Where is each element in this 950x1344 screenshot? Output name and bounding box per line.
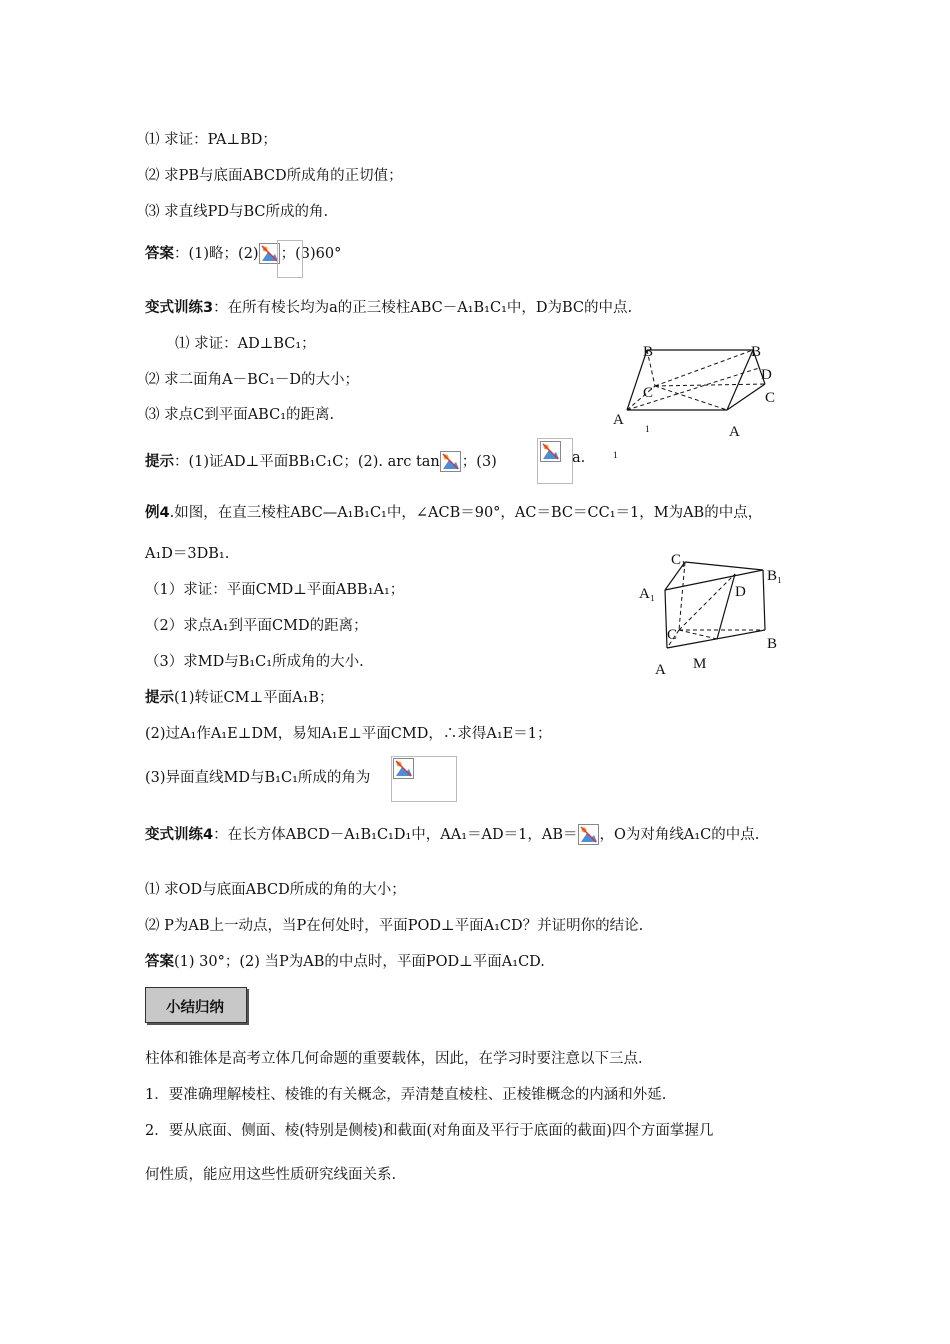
fig1-label-a1: A	[613, 412, 624, 428]
answer-text-b: ；(3)60°	[280, 246, 342, 262]
question-line-2: ⑵ 求PB与底面ABCD所成角的正切值；	[145, 168, 403, 184]
variant-4-label: 变式训练4	[145, 827, 214, 843]
fig2-label-b: B	[767, 636, 778, 652]
image-frame-2	[537, 438, 573, 484]
summary-heading-box	[145, 987, 247, 1023]
prism-figure-1	[605, 338, 795, 460]
hint-3-text-a: ：(1)证AD⊥平面BB₁C₁C；(2). arc tan	[174, 454, 440, 470]
image-frame	[277, 240, 303, 278]
broken-image-icon	[393, 758, 415, 780]
example-4	[145, 501, 762, 522]
hint-3-label: 提示	[145, 454, 174, 470]
answer-4	[145, 950, 545, 971]
hint-3	[145, 450, 497, 473]
summary-line-4: 何性质，能应用这些性质研究线面关系.	[145, 1167, 397, 1183]
broken-image-icon	[440, 451, 462, 473]
image-frame-3	[391, 756, 457, 802]
summary-line-1: 柱体和锥体是高考立体几何命题的重要载体，因此，在学习时要注意以下三点.	[145, 1051, 643, 1067]
hint-4-line-1: (2)过A₁作A₁E⊥DM，易知A₁E⊥平面CMD，∴求得A₁E＝1；	[145, 726, 552, 742]
fig2-label-d: D	[735, 584, 746, 600]
fig2-label-a: A	[655, 662, 666, 678]
example-4-label: 例4	[145, 505, 170, 521]
variant-4-text-b: ，O为对角线A₁C的中点.	[599, 827, 760, 843]
fig2-label-c: C	[667, 627, 678, 643]
variant-3	[145, 296, 632, 317]
fig1-label-b1: B	[643, 344, 654, 360]
fig1-label-sub2: 1	[613, 450, 618, 460]
example-4-text: .如图，在直三棱柱ABC—A₁B₁C₁中，∠ACB＝90°，AC＝BC＝CC₁＝1，M为AB的中点，	[169, 505, 763, 521]
example-4-line-2: （2）求点A₁到平面CMD的距离；	[145, 618, 368, 634]
prism-figure-2	[635, 548, 795, 678]
question-line-3: ⑶ 求直线PD与BC所成的角.	[145, 204, 329, 220]
fig1-label-b2: B	[751, 344, 762, 360]
variant-3-line-3: ⑶ 求点C到平面ABC₁的距离.	[145, 407, 335, 423]
hint-3-text-c: a.	[572, 450, 586, 466]
answer-4-text: (1) 30°；(2) 当P为AB的中点时，平面POD⊥平面A₁CD.	[174, 954, 545, 970]
fig1-label-c2: C	[765, 390, 776, 406]
variant-4-text-a: ：在长方体ABCD－A₁B₁C₁D₁中，AA₁＝AD＝1，AB＝	[213, 827, 578, 843]
answer-1	[145, 242, 341, 265]
example-4-text2: A₁D＝3DB₁.	[145, 546, 230, 562]
variant-3-text: ：在所有棱长均为a的正三棱柱ABC－A₁B₁C₁中，D为BC的中点.	[213, 300, 633, 316]
example-4-line-1: （1）求证：平面CMD⊥平面ABB₁A₁；	[145, 582, 405, 598]
broken-image-icon	[578, 824, 600, 846]
hint-4-text: (1)转证CM⊥平面A₁B；	[174, 690, 334, 706]
broken-image-icon	[540, 441, 562, 463]
variant-4-line-1: ⑴ 求OD与底面ABCD所成的角的大小；	[145, 882, 406, 898]
answer-text-a: ：(1)略；(2)	[174, 246, 259, 262]
variant-3-label: 变式训练3	[145, 300, 214, 316]
hint-4-line-2: (3)异面直线MD与B₁C₁所成的角为	[145, 770, 371, 786]
variant-3-line-1: ⑴ 求证：AD⊥BC₁；	[175, 336, 316, 352]
question-line-1: ⑴ 求证：PA⊥BD；	[145, 132, 277, 148]
fig1-label-a2: A	[729, 424, 740, 440]
summary-title: 小结归纳	[166, 1000, 224, 1016]
hint-4-label: 提示	[145, 690, 174, 706]
fig1-label-c1: C	[643, 385, 654, 401]
hint-4	[145, 686, 334, 707]
variant-3-line-2: ⑵ 求二面角A－BC₁－D的大小；	[145, 372, 360, 388]
hint-3-text-b: ；(3)	[461, 454, 497, 470]
fig2-label-m: M	[693, 656, 707, 672]
fig1-label-d: D	[761, 367, 772, 383]
variant-4-line-2: ⑵ P为AB上一动点，当P在何处时，平面POD⊥平面A₁CD？并证明你的结论.	[145, 918, 644, 934]
summary-line-2: 1．要准确理解棱柱、棱锥的有关概念，弄清楚直棱柱、正棱锥概念的内涵和外延.	[145, 1087, 667, 1103]
variant-4	[145, 823, 759, 846]
answer-4-label: 答案	[145, 954, 174, 970]
fig2-label-c1: C₁	[671, 552, 687, 568]
fig2-label-b1: B₁	[767, 568, 783, 584]
example-4-line-3: （3）求MD与B₁C₁所成角的大小.	[145, 654, 364, 670]
fig2-label-a1: A₁	[639, 586, 656, 602]
fig1-label-sub1: 1	[645, 424, 650, 434]
summary-line-3: 2．要从底面、侧面、棱(特别是侧棱)和截面(对角面及平行于底面的截面)四个方面掌握几	[145, 1123, 714, 1139]
answer-label: 答案	[145, 246, 174, 262]
